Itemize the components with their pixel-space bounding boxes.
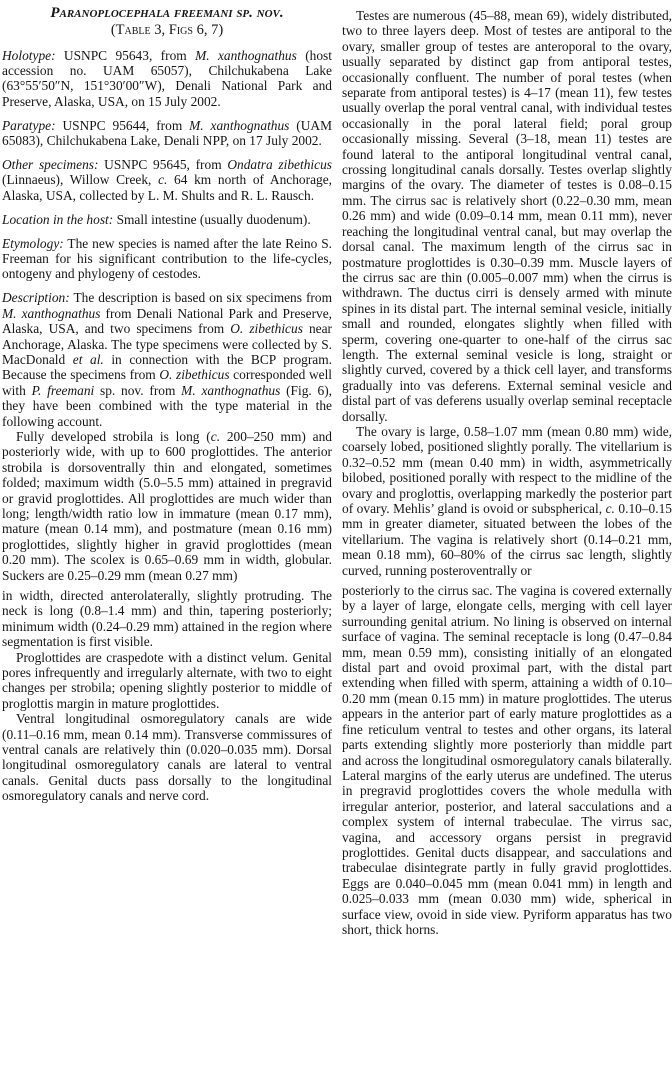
right-column [342, 3, 672, 1066]
article-title: Paranoplocephala freemani sp. nov. [50, 5, 284, 21]
testes-paragraph: Testes are numerous (45–88, mean 69), widely distributed, two to three layers deep. Most of testes are antiporal to the ovary, smaller group of testes are anteroporal to the ovary, usually separated by distinct gap from antiporal testes, occasionally confluent. The number of poral testes (when separate from antiporal testes) is 4–17 (mean 11), few testes usually overlap the poral ventral canal, with individual testes occasionally in the poral lateral field; poral group occasionally missing. Several (3–18, mean 11) testes are found lateral to the antiporal longitudinal ventral canal, crossing longitudinal canals dorsally. Testes overlap slightly margins of the ovary. The diameter of testes is 0.08–0.15 mm. The cirrus sac is relatively short (0.22–0.30 mm, mean 0.26 mm) and wide (0.09–0.14 mm, mean 0.11 mm), never reaching the longitudinal ventral canal, but may overlap the dorsal canal. The maximum length of the cirrus sac in postmature proglottides is 0.30–0.39 mm. Muscle layers of the cirrus sac are thin (0.005–0.007 mm) when the cirrus is withdrawn. The ductus cirri is densely armed with minute spines in its distal part. The internal seminal vesicle, initially small and rounded, elongates slightly when filled with sperm, covering one-quarter to one-half of the cirrus sac length. The external seminal vesicle is long, straight or slightly curved, covered by a thick cell layer, and transforms gradually into vas deferens. External seminal vesicle and distal part of vas deferens usually overlap seminal receptacle dorsally. [342, 8, 672, 424]
article-subtitle: (Table 3, Figs 6, 7) [110, 22, 224, 38]
proglottides-paragraph: Proglottides are craspedote with a distinct velum. Genital pores infrequently and irregularly alternate, with two to eight changes per strobila; opening slightly posterior to middle of proglottis margin in mature proglottides. [2, 649, 332, 711]
etymology-paragraph: Etymology: The new species is named after the late Reino S. Freeman for his significant contribution to the life-cycles, ontogeny and phylogeny of cestodes. [2, 235, 332, 282]
holotype-paragraph: Holotype: USNPC 95643, from M. xanthognathus (host accession no. UAM 65057), Chilchukabena Lake (63°55′50″N, 151°30′00″W), Denali National Park and Preserve, Alaska, USA, on 15 July 2002. [2, 47, 332, 109]
strobila-continuation-paragraph: in width, directed anterolaterally, slightly protruding. The neck is long (0.8–1.4 mm) and thin, tapering posteriorly; minimum width (0.24–0.29 mm) attained in the region where segmentation is first visible. [2, 588, 332, 650]
left-column [2, 3, 332, 1066]
osmoregulatory-canals-paragraph: Ventral longitudinal osmoregulatory canals are wide (0.11–0.16 mm, mean 0.14 mm). Transverse commissures of ventral canals are relatively thin (0.020–0.035 mm). Dorsal longitudinal osmoregulatory canals are lateral to ventral canals. Genital ducts pass dorsally to the longitudinal osmoregulatory canals and nerve cord. [2, 711, 332, 804]
ovary-continuation-paragraph: posteriorly to the cirrus sac. The vagina is covered externally by a layer of large, elongate cells, merging with cell layer surrounding genital atrium. No lining is observed on internal surface of vagina. The seminal receptacle is long (0.47–0.84 mm, mean 0.59 mm), consisting initially of an elongated distal part and ovoid proximal part, with the distal part extending when filled with sperm, attaining a width of 0.10–0.20 mm (mean 0.15 mm) in mature proglottides. The uterus appears in the anterior part of early mature proglottides as a fine reticulum ventral to testes and other organs, its lateral parts extending slightly more posteriorly than middle part and across the longitudinal osmoregulatory canals bilaterally. Lateral margins of the early uterus are undefined. The uterus in pregravid proglottides covers the whole medulla with irregular anterior, posterior, and lateral sacculations and a complex system of internal trabeculae. The virrus sac, vagina, and accessory organs persist in pregravid proglottides. Genital ducts disappear, and sacculations and trabeculae disintegrate partly in fully gravid proglottides. Eggs are 0.040–0.045 mm (mean 0.041 mm) in length and 0.025–0.033 mm (mean 0.030 mm) wide, spherical in surface view, ovoid in side view. Pyriform apparatus has two short, thick horns. [342, 583, 672, 937]
strobila-paragraph: Fully developed strobila is long (c. 200–250 mm) and posteriorly wide, with up to 600 proglottides. The anterior strobila is dorsoventrally thin and elongated, sometimes folded; maximum width (5.0–5.5 mm) attained in pregravid or gravid proglottides. All proglottides are much wider than long; length/width ratio low in immature (mean 0.17 mm), mature (mean 0.14 mm), and postmature (mean 0.16 mm) proglottides, slightly higher in gravid proglottides (mean 0.20 mm). The scolex is 0.65–0.69 mm in width, globular. Suckers are 0.25–0.29 mm (mean 0.27 mm) [2, 428, 332, 583]
description-paragraph: Description: The description is based on six specimens from M. xanthognathus from Denali National Park and Preserve, Alaska, USA, and two specimens from O. zibethicus near Anchorage, Alaska. The type specimens were collected by S. MacDonald et al. in connection with the BCP program. Because the specimens from O. zibethicus corresponded well with P. freemani sp. nov. from M. xanthognathus (Fig. 6), they have been combined with the type material in the following account. [2, 290, 333, 429]
paratype-paragraph: Paratype: USNPC 95644, from M. xanthognathus (UAM 65083), Chilchukabena Lake, Denali NPP, on 17 July 2002. [2, 117, 332, 149]
other-specimens-paragraph: Other specimens: USNPC 95645, from Ondatra zibethicus (Linnaeus), Willow Creek, c. 64 km north of Anchorage, Alaska, USA, collected by L. M. Shults and R. L. Rausch. [2, 156, 332, 203]
ovary-paragraph: The ovary is large, 0.58–1.07 mm (mean 0.80 mm) wide, coarsely lobed, positioned slightly porally. The vitellarium is 0.32–0.52 mm (mean 0.40 mm) in width, asymmetrically bilobed, positioned porally with respect to the midline of the ovary and proglottis, overlapping markedly the posterior part of ovary. Mehlis’ gland is ovoid or subspherical, c. 0.10–0.15 mm in greater diameter, situated between the lobes of the vitellarium. The vagina is relatively short (0.14–0.21 mm, mean 0.18 mm), 60–80% of the cirrus sac length, slightly curved, running posteroventrally or [342, 423, 672, 578]
location-in-host-paragraph: Location in the host: Small intestine (usually duodenum). [2, 211, 311, 227]
